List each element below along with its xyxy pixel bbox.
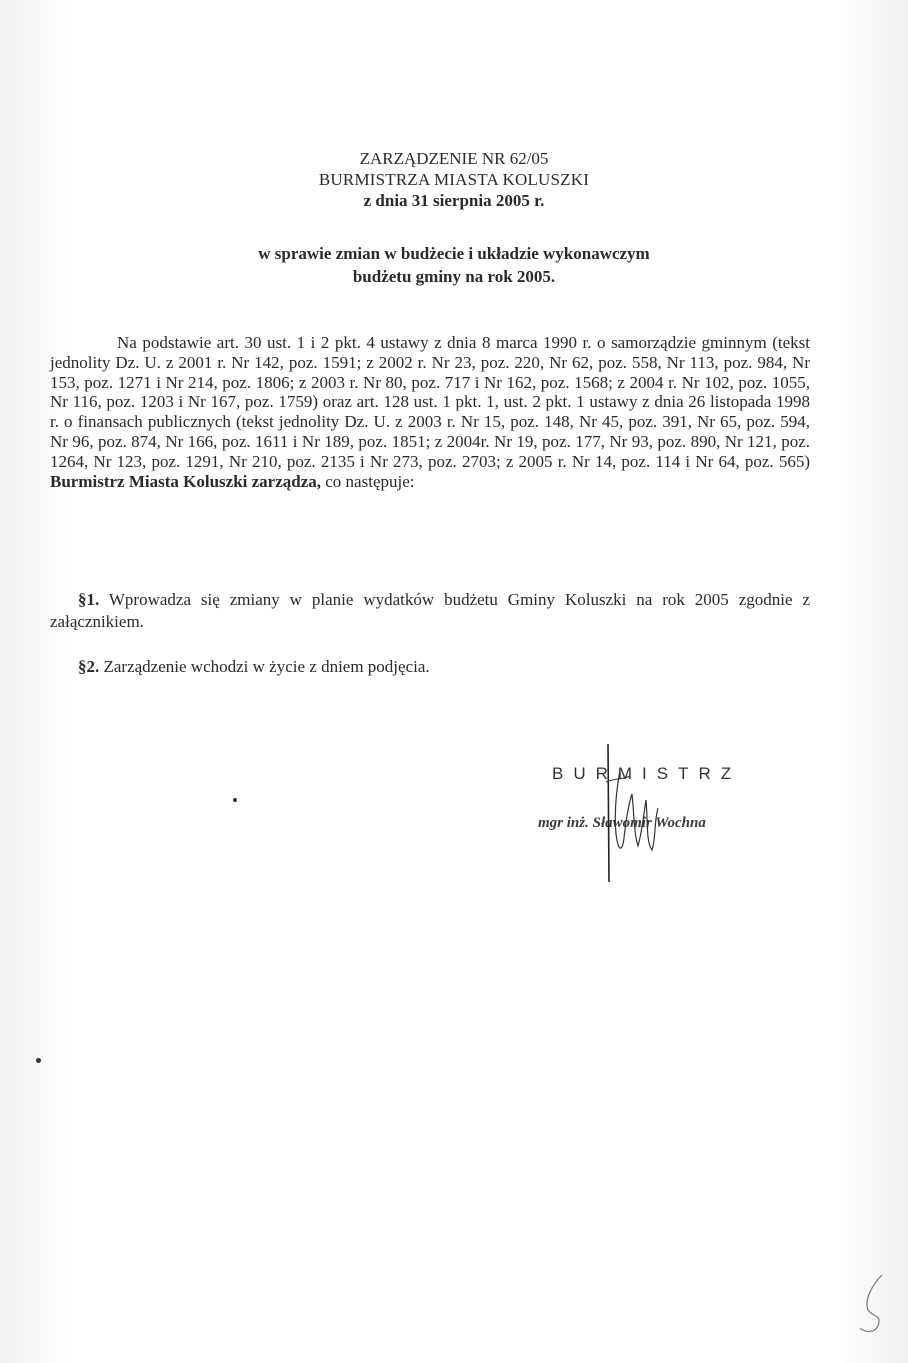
subject-line-1: w sprawie zmian w budżecie i układzie wykonawczym: [258, 244, 650, 263]
scan-speck: [36, 1058, 41, 1063]
legal-basis-text: Na podstawie art. 30 ust. 1 i 2 pkt. 4 ustawy z dnia 8 marca 1990 r. o samorządzie gminnym (tekst jednolity Dz. U. z 2001 r. Nr 142, poz. 1591; z 2002 r. Nr 23, poz. 220, Nr 62, poz. 558, Nr 113, poz. 984, Nr 153, poz. 1271 i Nr 214, poz. 1806; z 2003 r. Nr 80, poz. 717 i Nr 162, poz. 1568; z 2004 r. Nr 102, poz. 1055, Nr 116, poz. 1203 i Nr 167, poz. 1759) oraz art. 128 ust. 1 pkt. 1, ust. 2 pkt. 1 ustawy z dnia 26 listopada 1998 r. o finansach publicznych (tekst jednolity Dz. U. z 2003 r. Nr 15, poz. 148, Nr 45, poz. 391, Nr 65, poz. 594, Nr 96, poz. 874, Nr 166, poz. 1611 i Nr 189, poz. 1851; z 2004r. Nr 19, poz. 177, Nr 93, poz. 890, Nr 121, poz. 1264, Nr 123, poz. 1291, Nr 210, poz. 2135 i Nr 273, poz. 2703; z 2005 r. Nr 14, poz. 114 i Nr 64, poz. 565): [50, 333, 810, 471]
section-2-text: Zarządzenie wchodzi w życie z dniem podjęcia.: [103, 657, 430, 676]
stamp-title: BURMISTRZ: [552, 764, 742, 783]
document-header: [0, 148, 908, 211]
section-1-text: Wprowadza się zmiany w planie wydatków budżetu Gminy Koluszki na rok 2005 zgodnie z załącznikiem.: [50, 590, 810, 631]
legal-basis-paragraph: [50, 333, 810, 491]
issuer-line: BURMISTRZA MIASTA KOLUSZKI: [318, 170, 590, 189]
subject-line-2: budżetu gminy na rok 2005.: [352, 267, 556, 286]
mayor-stamp: [536, 742, 796, 882]
handwritten-signature: [536, 742, 796, 882]
preamble-ending: co następuje:: [325, 471, 415, 491]
section-1: [50, 589, 810, 633]
document-subject: [0, 242, 908, 288]
corner-pencil-mark: [842, 1270, 892, 1340]
stamp-name: mgr inż. Sławomir Wochna: [538, 815, 706, 831]
date-line: z dnia 31 sierpnia 2005 r.: [363, 191, 545, 210]
section-1-label: §1.: [78, 590, 100, 609]
scan-speck: [233, 798, 237, 802]
section-2: [78, 656, 808, 678]
issuer-decides: Burmistrz Miasta Koluszki zarządza,: [50, 471, 322, 491]
document-title: ZARZĄDZENIE NR 62/05: [359, 149, 549, 168]
section-2-label: §2.: [78, 657, 100, 676]
